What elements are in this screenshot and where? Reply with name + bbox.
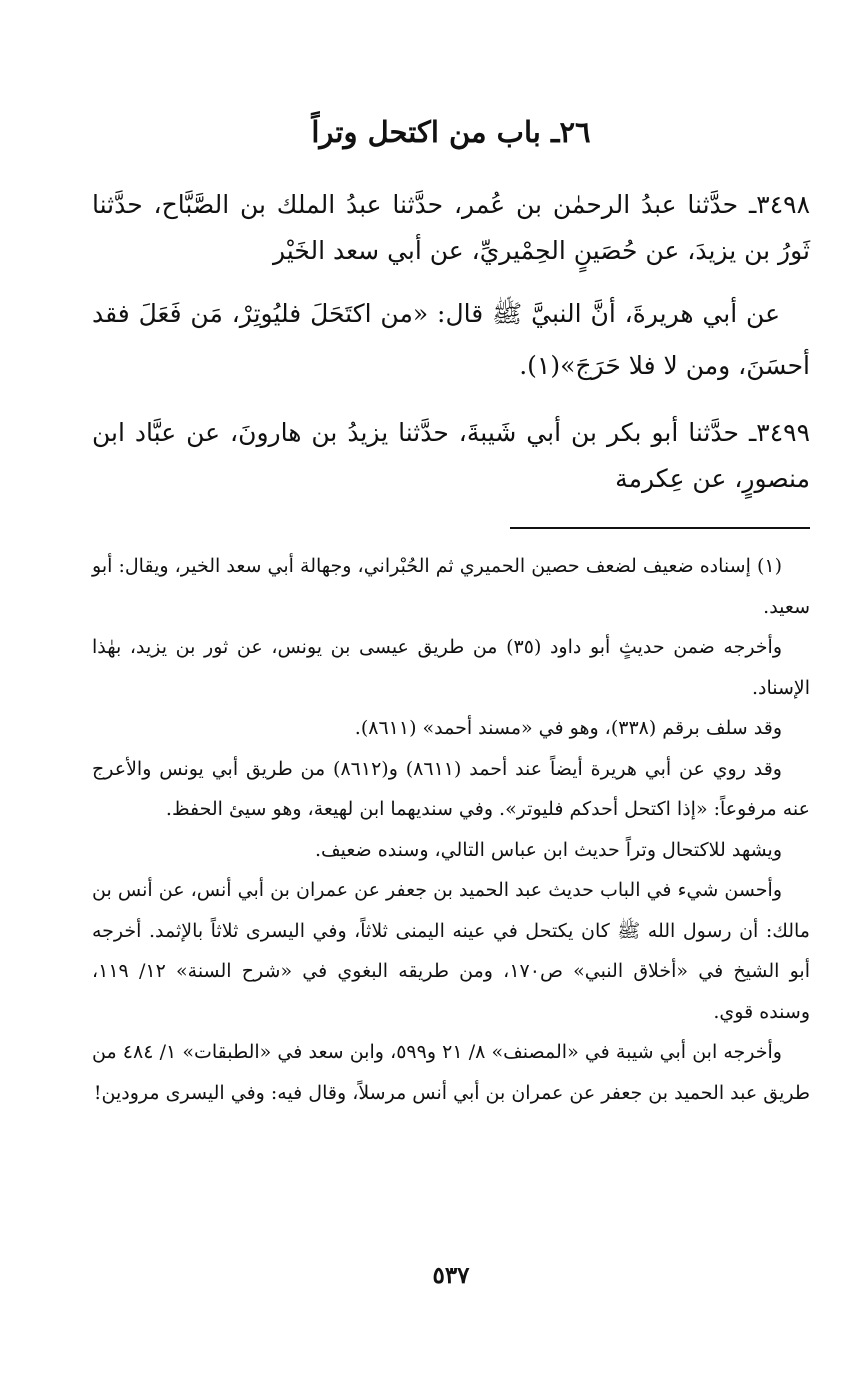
- footnotes: [92, 546, 810, 1113]
- chapter-heading: ٢٦ـ باب من اكتحل وتراً: [311, 115, 591, 149]
- footnote-paragraph: وأخرجه ضمن حديثٍ أبو داود (٣٥) من طريق عيسى بن يونس، عن ثور بن يزيد، بهٰذا الإسناد.: [92, 636, 810, 699]
- footnote-paragraph: وأحسن شيء في الباب حديث عبد الحميد بن جعفر عن عمران بن أبي أنس، عن أنس بن مالك: أن رسول الله ﷺ كان يكتحل في عينه اليمنى ثلاثاً، وفي اليسرى ثلاثاً بالإثمد. أخرجه أبو الشيخ في «أخلاق النبي» ص١٧٠، ومن طريقه البغوي في «شرح السنة» ١٢/ ١١٩، وسنده قوي.: [92, 879, 810, 1023]
- footnote-paragraph: وأخرجه ابن أبي شيبة في «المصنف» ٨/ ٢١ و٥٩٩، وابن سعد في «الطبقات» ١/ ٤٨٤ من طريق عبد الحميد بن جعفر عن عمران بن أبي أنس مرسلاً، وقال فيه: وفي اليسرى مرودين!: [92, 1041, 810, 1104]
- footnote-separator: [510, 527, 810, 529]
- hadith-text: [92, 182, 810, 502]
- hadith-3499-isnad: ٣٤٩٩ـ حدَّثنا أبو بكر بن أبي شَيبةَ، حدَّثنا يزيدُ بن هارونَ، عن عبَّاد ابن منصورٍ، عن عِكرمة: [92, 418, 810, 493]
- book-page: [92, 0, 810, 1384]
- footnote-paragraph: (١) إسناده ضعيف لضعف حصين الحميري ثم الحُبْراني، وجهالة أبي سعد الخير، ويقال: أبو سعيد.: [92, 555, 810, 618]
- footnote-paragraph: وقد سلف برقم (٣٣٨)، وهو في «مسند أحمد» (٨٦١١).: [354, 717, 782, 739]
- hadith-3498-matn: عن أبي هريرةَ، أنَّ النبيَّ ﷺ قال: «من اكتَحَلَ فليُوتِرْ، مَن فَعَلَ فقد أحسَنَ، ومن لا فلا حَرَجَ»(١).: [92, 299, 810, 380]
- page-number: ٥٣٧: [432, 1262, 470, 1289]
- footnote-paragraph: وقد روي عن أبي هريرة أيضاً عند أحمد (٨٦١١) و(٨٦١٢) من طريق أبي يونس والأعرج عنه مرفوعاً: «إذا اكتحل أحدكم فليوتر». وفي سنديهما ابن لهيعة، وهو سيئ الحفظ.: [92, 757, 810, 820]
- hadith-3498-isnad: ٣٤٩٨ـ حدَّثنا عبدُ الرحمٰن بن عُمر، حدَّثنا عبدُ الملك بن الصَّبَّاح، حدَّثنا ثَورُ بن يزيدَ، عن حُصَينٍ الحِمْيريِّ، عن أبي سعد الخَيْر: [92, 190, 810, 265]
- footnote-paragraph: ويشهد للاكتحال وتراً حديث ابن عباس التالي، وسنده ضعيف.: [314, 838, 782, 861]
